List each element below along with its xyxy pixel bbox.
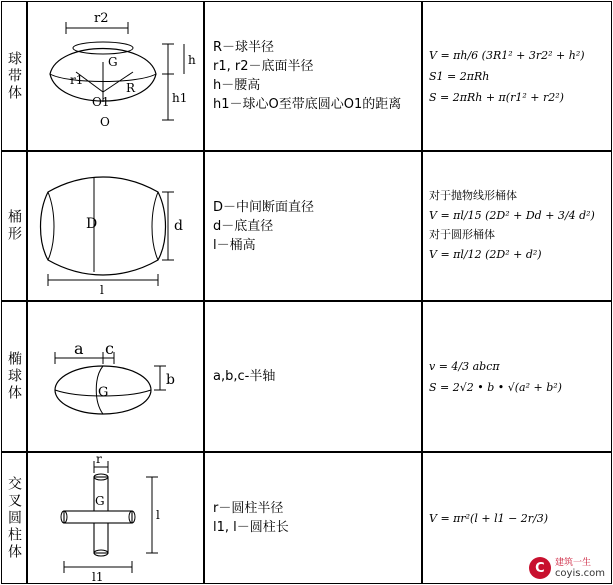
row-name-text: 椭球体	[6, 351, 22, 402]
label-R: R	[126, 81, 136, 95]
label-O1: O1	[92, 95, 110, 109]
row-name-text: 球带体	[6, 50, 22, 102]
figure-barrel	[27, 151, 204, 301]
desc-line: R－球半径	[213, 40, 275, 55]
watermark-line1: 建筑一生	[554, 557, 591, 568]
label-h: h	[188, 53, 196, 67]
label-d: d	[174, 218, 183, 234]
formula-spherical-zone	[422, 1, 612, 151]
label-a: a	[74, 339, 84, 358]
figure-spherical-zone	[27, 1, 204, 151]
desc-line: r－圆柱半径	[213, 501, 284, 516]
row-name-ellipsoid	[1, 301, 27, 452]
desc-line: D－中间断面直径	[213, 199, 315, 215]
desc-line: h－腰高	[213, 78, 261, 93]
desc-line: d－底直径	[213, 218, 274, 234]
label-l: l	[100, 283, 104, 297]
formula-surface-area: S = 2√2 • b • √(a² + b²)	[429, 380, 562, 394]
formula-volume: V = πr²(l + l1 − 2r/3)	[429, 511, 549, 525]
desc-line: r1, r2－底面半径	[213, 59, 314, 74]
formula-barrel	[422, 151, 612, 301]
desc-line: a,b,c-半轴	[213, 369, 276, 384]
row-name-spherical-zone	[1, 1, 27, 151]
figure-ellipsoid	[27, 301, 204, 452]
row-name-barrel	[1, 151, 27, 301]
row-name-text: 桶形	[6, 209, 22, 243]
description-barrel	[204, 151, 422, 301]
barrel-diagram	[28, 152, 203, 300]
formula-ellipsoid	[422, 301, 612, 452]
row-name-text: 交叉圆柱体	[6, 475, 22, 561]
label-h1: h1	[172, 91, 188, 105]
formula-volume-parabolic: V = πl/15 (2D² + Dd + 3/4 d²)	[429, 209, 595, 222]
spherical-zone-diagram	[28, 2, 203, 150]
desc-line: l－桶高	[213, 237, 256, 253]
desc-line: h1－球心O至带底圆心O1的距离	[213, 97, 402, 112]
label-l: l	[156, 508, 160, 522]
label-D: D	[86, 216, 98, 232]
formula-volume-circular: V = πl/12 (2D² + d²)	[429, 248, 542, 261]
formula-volume: v = 4/3 abcπ	[429, 359, 500, 373]
label-b: b	[166, 372, 175, 388]
formula-note-circular: 对于圆形桶体	[429, 228, 495, 241]
ellipsoid-diagram	[28, 302, 203, 451]
formula-total-area: S = 2πRh + π(r1² + r2²)	[429, 90, 564, 104]
label-G: G	[98, 385, 109, 400]
formula-volume: V = πh/6 (3R1² + 3r2² + h²)	[429, 48, 585, 62]
label-c: c	[105, 339, 114, 358]
description-spherical-zone	[204, 1, 422, 151]
label-r1: r1	[70, 73, 84, 87]
desc-line: l1, l－圆柱长	[213, 520, 289, 535]
label-G: G	[108, 55, 118, 69]
formula-note-parabolic: 对于抛物线形桶体	[429, 189, 517, 202]
label-l1: l1	[92, 570, 104, 583]
watermark-logo-icon: C	[529, 557, 551, 579]
label-O: O	[100, 115, 110, 129]
row-name-cross-cylinder	[1, 452, 27, 584]
formula-side-area: S1 = 2πRh	[429, 69, 490, 83]
description-cross-cylinder	[204, 452, 422, 584]
watermark-line2: coyis.com	[554, 567, 605, 579]
label-r: r	[96, 453, 102, 466]
label-r2: r2	[94, 11, 109, 26]
label-G: G	[95, 494, 105, 508]
description-ellipsoid	[204, 301, 422, 452]
watermark	[529, 557, 605, 579]
figure-cross-cylinder	[27, 452, 204, 584]
cross-cylinder-diagram	[28, 453, 203, 583]
